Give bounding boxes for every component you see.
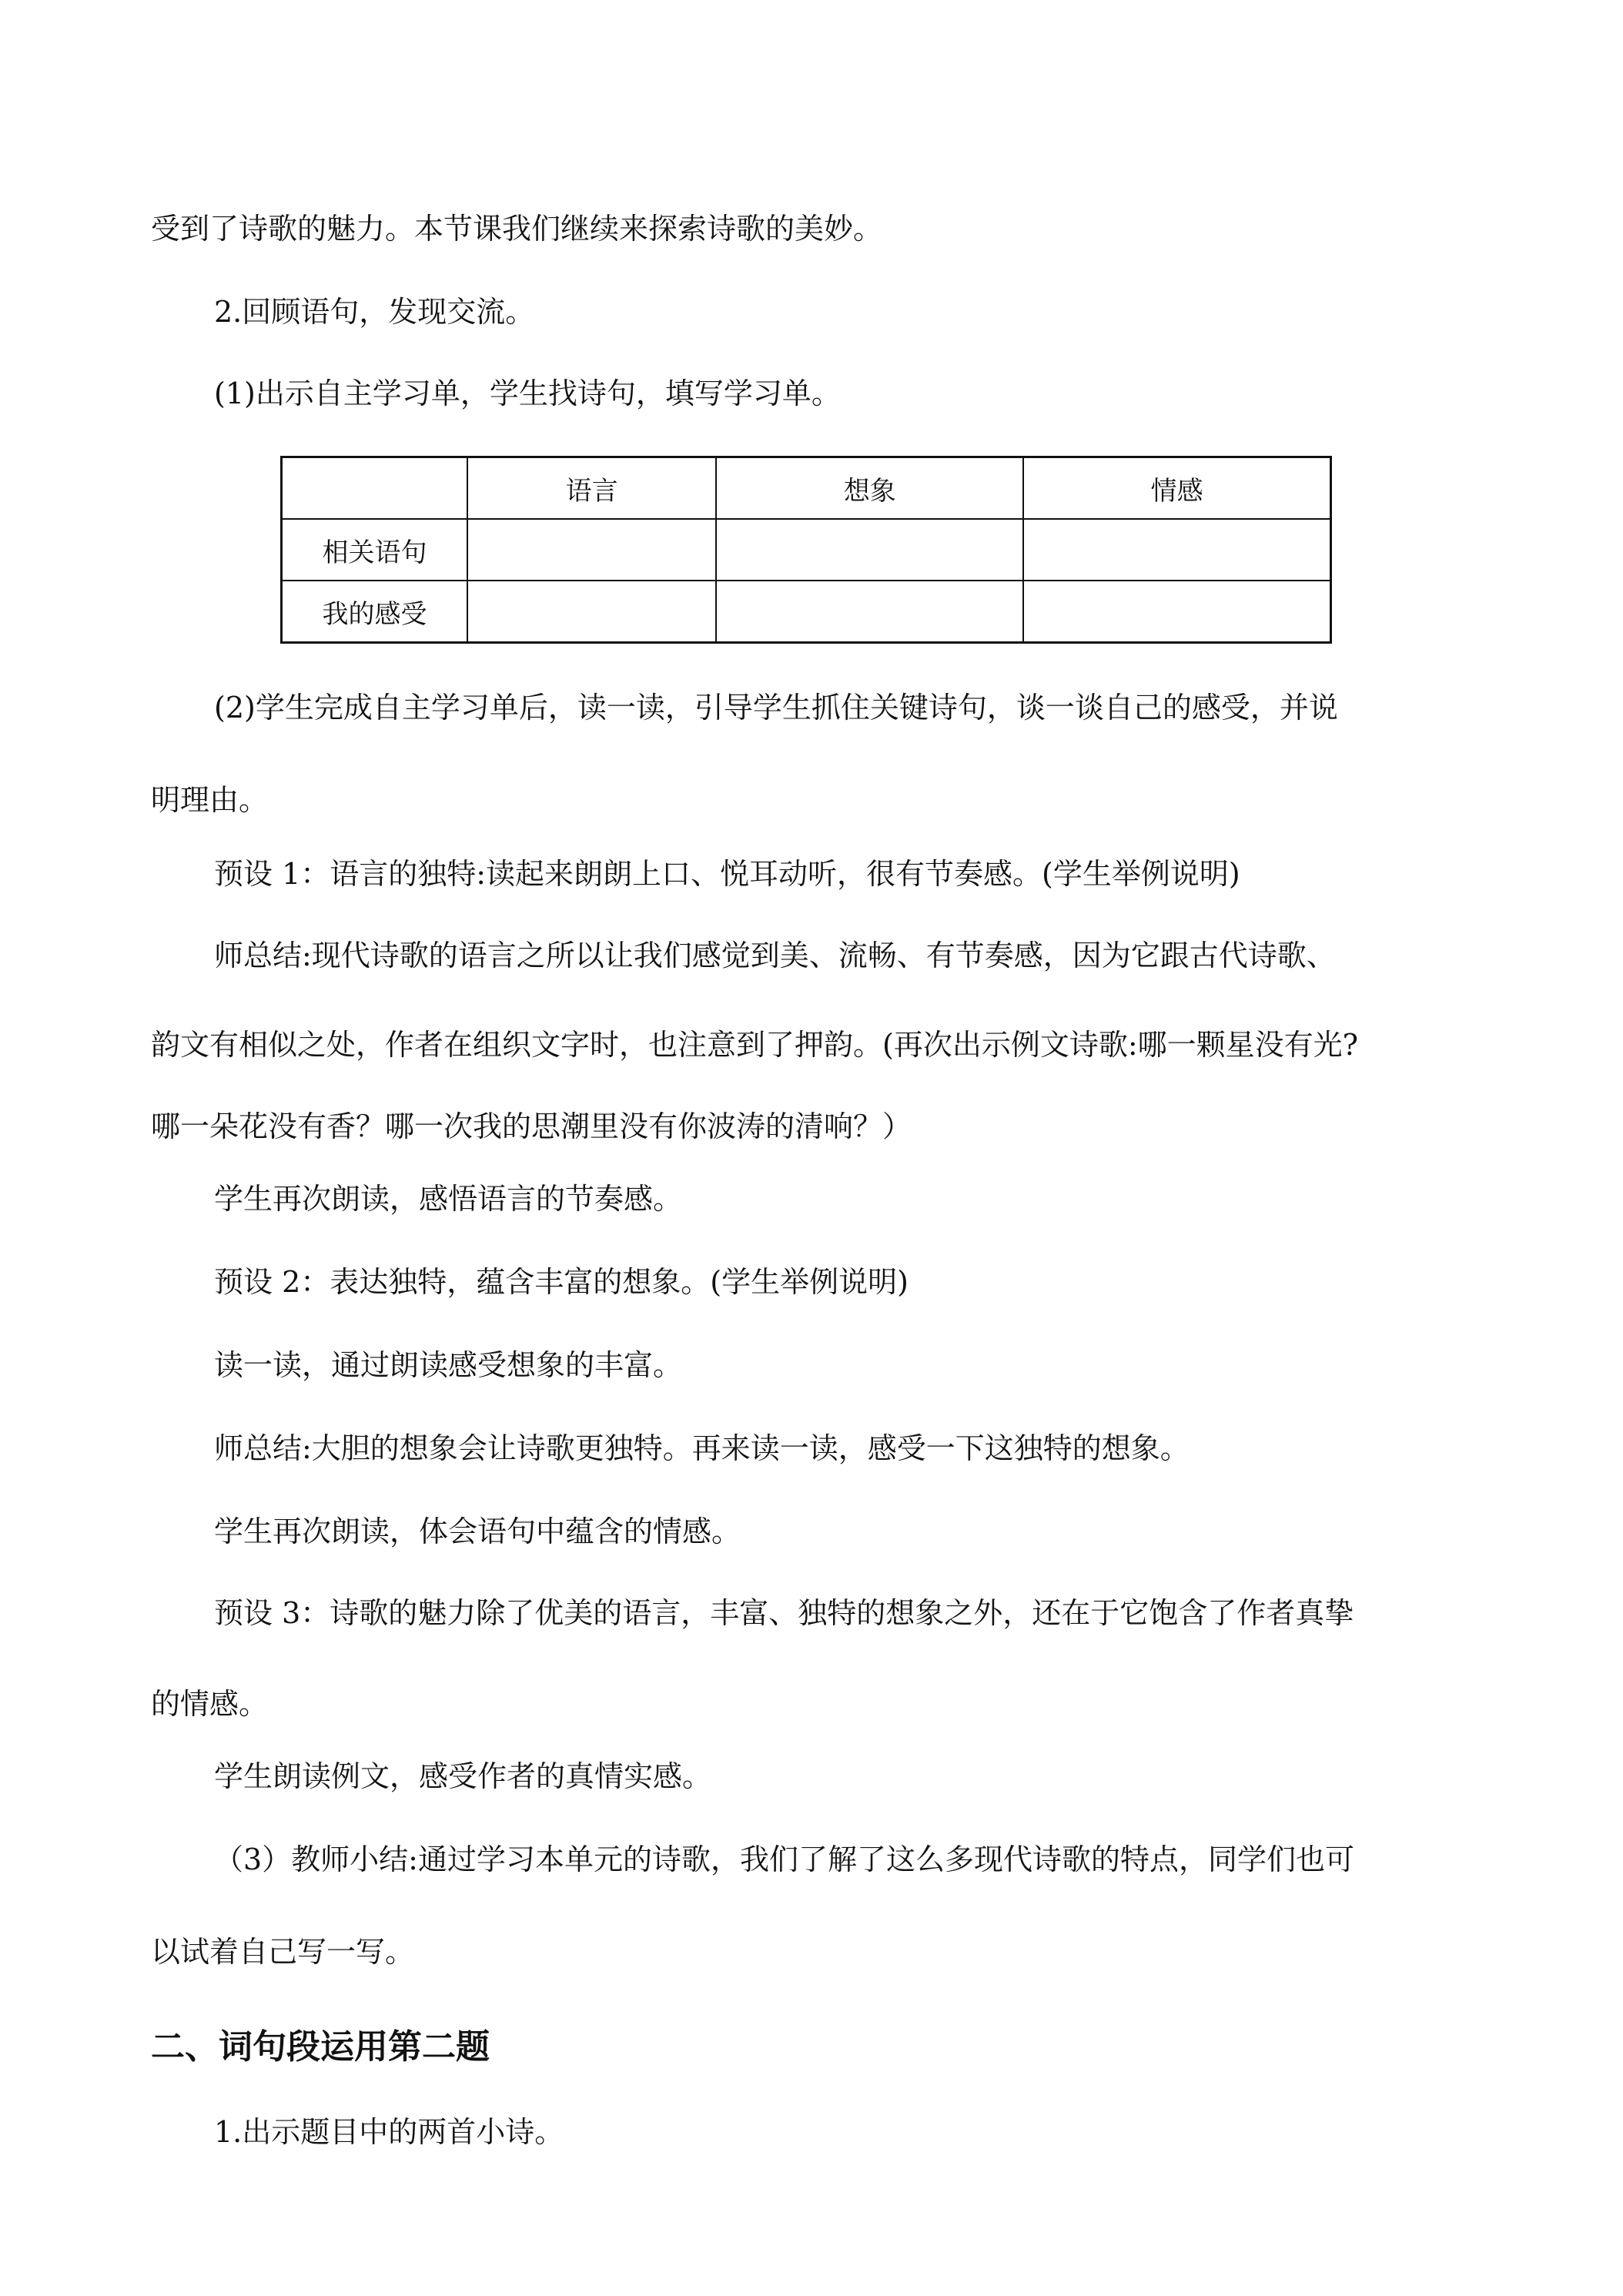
teacher-summary-2: 师总结:大胆的想象会让诗歌更独特。再来读一读，感受一下这独特的想象。 bbox=[214, 1431, 1190, 1465]
section-heading: 二、词句段运用第二题 bbox=[151, 2027, 490, 2067]
table-row bbox=[282, 519, 1331, 581]
reread-text-2: 学生再次朗读，体会语句中蕴含的情感。 bbox=[214, 1514, 741, 1548]
paragraph-continuation: 受到了诗歌的魅力。本节课我们继续来探索诗歌的美妙。 bbox=[151, 212, 883, 246]
table-cell bbox=[467, 519, 716, 581]
table-cell bbox=[716, 519, 1023, 581]
teacher-summary-1: 师总结:现代诗歌的语言之所以让我们感觉到美、流畅、有节奏感，因为它跟古代诗歌、 bbox=[214, 939, 1336, 972]
table-cell bbox=[1023, 519, 1330, 581]
table-header-cell bbox=[282, 457, 467, 520]
preset-1-text: 预设 1：语言的独特:读起来朗朗上口、悦耳动听，很有节奏感。(学生举例说明) bbox=[214, 857, 1240, 891]
step-2-1-text: (1)出示自主学习单，学生找诗句，填写学习单。 bbox=[214, 377, 841, 410]
step-1-text: 1.出示题目中的两首小诗。 bbox=[214, 2115, 564, 2149]
step-2-2-text-cont: 明理由。 bbox=[151, 783, 269, 817]
teacher-summary-1-cont2: 哪一朵花没有香？哪一次我的思潮里没有你波涛的清响？） bbox=[151, 1110, 912, 1143]
read-example-text: 学生朗读例文，感受作者的真情实感。 bbox=[214, 1759, 712, 1793]
read-text: 读一读，通过朗读感受想象的丰富。 bbox=[214, 1348, 683, 1382]
step-2-3-text: （3）教师小结:通过学习本单元的诗歌，我们了解了这么多现代诗歌的特点，同学们也可 bbox=[214, 1842, 1354, 1876]
reread-text-1: 学生再次朗读，感悟语言的节奏感。 bbox=[214, 1182, 683, 1216]
table-header-cell: 情感 bbox=[1023, 457, 1330, 520]
preset-3-text-cont: 的情感。 bbox=[151, 1687, 269, 1721]
teacher-summary-1-cont: 韵文有相似之处，作者在组织文字时，也注意到了押韵。(再次出示例文诗歌:哪一颗星没有光? bbox=[151, 1028, 1359, 1062]
table-row bbox=[282, 581, 1331, 643]
step-2-2-text: (2)学生完成自主学习单后，读一读，引导学生抓住关键诗句，谈一谈自己的感受，并说 bbox=[214, 691, 1338, 725]
table-header-cell: 想象 bbox=[716, 457, 1023, 520]
table-header-row bbox=[282, 457, 1331, 520]
study-sheet-table bbox=[280, 456, 1332, 644]
table-cell bbox=[716, 581, 1023, 643]
table-row-label: 我的感受 bbox=[282, 581, 467, 643]
preset-3-text: 预设 3：诗歌的魅力除了优美的语言，丰富、独特的想象之外，还在于它饱含了作者真挚 bbox=[214, 1596, 1354, 1630]
table-cell bbox=[1023, 581, 1330, 643]
step-2-text: 2.回顾语句，发现交流。 bbox=[214, 295, 535, 329]
table-header-cell: 语言 bbox=[467, 457, 716, 520]
table-row-label: 相关语句 bbox=[282, 519, 467, 581]
step-2-3-text-cont: 以试着自己写一写。 bbox=[151, 1935, 415, 1969]
table-cell bbox=[467, 581, 716, 643]
preset-2-text: 预设 2：表达独特，蕴含丰富的想象。(学生举例说明) bbox=[214, 1265, 909, 1299]
